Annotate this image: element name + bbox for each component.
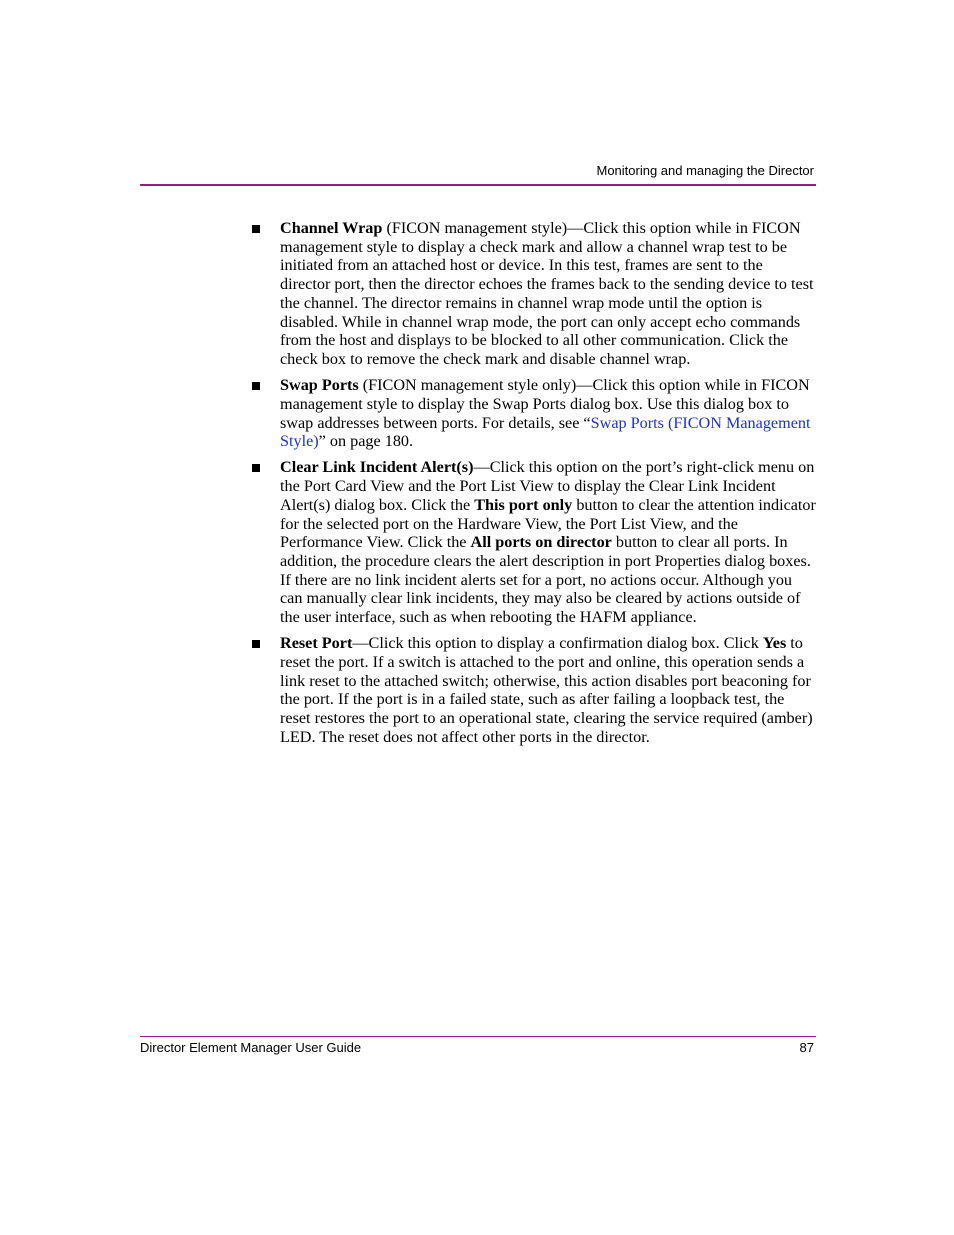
list-item-channel-wrap bbox=[252, 219, 816, 369]
bold-this-port-only: This port only bbox=[474, 495, 573, 514]
description-text: to reset the port. If a switch is attached to the port and online, this operation sends a link reset to the attached switch; otherwise, this action disables port beaconing for the port. If the port is in a failed state, such as after failing a loopback test, the reset restores the port to an operational state, clearing the service required (amber) LED. The reset does not affect other ports in the director. bbox=[280, 634, 813, 746]
header-rule bbox=[140, 184, 816, 186]
running-header: Monitoring and managing the Director bbox=[596, 163, 814, 178]
bullet-list bbox=[252, 219, 816, 754]
description-text: (FICON management style)—Click this option while in FICON management style to display a check mark and allow a channel wrap test to be initiated from an attached host or device. In this test, frames are sent to the director port, then the director echoes the frames back to the sending device to test the channel. The director remains in channel wrap mode until the option is disabled. While in channel wrap mode, the port can only accept echo commands from the host and displays to be blocked to all other communication. Click the check box to remove the check mark and disable channel wrap. bbox=[280, 219, 814, 368]
swap-ports-cross-reference-link[interactable]: Swap Ports (FICON Management Style) bbox=[280, 413, 811, 451]
bullet-icon bbox=[252, 382, 260, 390]
term-channel-wrap: Channel Wrap bbox=[280, 219, 383, 237]
description-text: ” on page 180. bbox=[318, 432, 414, 451]
description-text: button to clear all ports. In addition, the procedure clears the alert description in port Properties dialog boxes. If there are no link incident alerts set for a port, no actions occur. Although you can manually clear link incidents, they may also be cleared by actions outside of the user interface, such as when rebooting the HAFM appliance. bbox=[280, 533, 811, 627]
bold-yes: Yes bbox=[762, 634, 787, 653]
bullet-icon bbox=[252, 225, 260, 233]
description-text: button to clear the attention indicator for the selected port on the Hardware View, the Port List View, and the Performance View. Click the bbox=[280, 495, 816, 552]
list-item-reset-port bbox=[252, 634, 816, 746]
list-item-clear-link-incident bbox=[252, 458, 816, 626]
bold-all-ports-on-director: All ports on director bbox=[470, 533, 612, 552]
bullet-icon bbox=[252, 640, 260, 648]
term-swap-ports: Swap Ports bbox=[280, 376, 359, 395]
page-number: 87 bbox=[799, 1040, 814, 1055]
term-reset-port: Reset Port bbox=[280, 634, 353, 653]
description-text: —Click this option to display a confirmation dialog box. Click bbox=[352, 634, 763, 653]
description-text: —Click this option on the port’s right-click menu on the Port Card View and the Port List View to display the Clear Link Incident Alert(s) dialog box. Click the bbox=[280, 458, 815, 514]
term-clear-link-incident: Clear Link Incident Alert(s) bbox=[280, 458, 474, 477]
footer-rule bbox=[140, 1036, 816, 1037]
description-text: (FICON management style only)—Click this option while in FICON management style to display the Swap Ports dialog box. Use this dialog box to swap addresses between ports. For details, see “ bbox=[280, 376, 810, 432]
footer-title: Director Element Manager User Guide bbox=[140, 1040, 362, 1055]
list-item-swap-ports bbox=[252, 376, 816, 451]
bullet-icon bbox=[252, 464, 260, 472]
